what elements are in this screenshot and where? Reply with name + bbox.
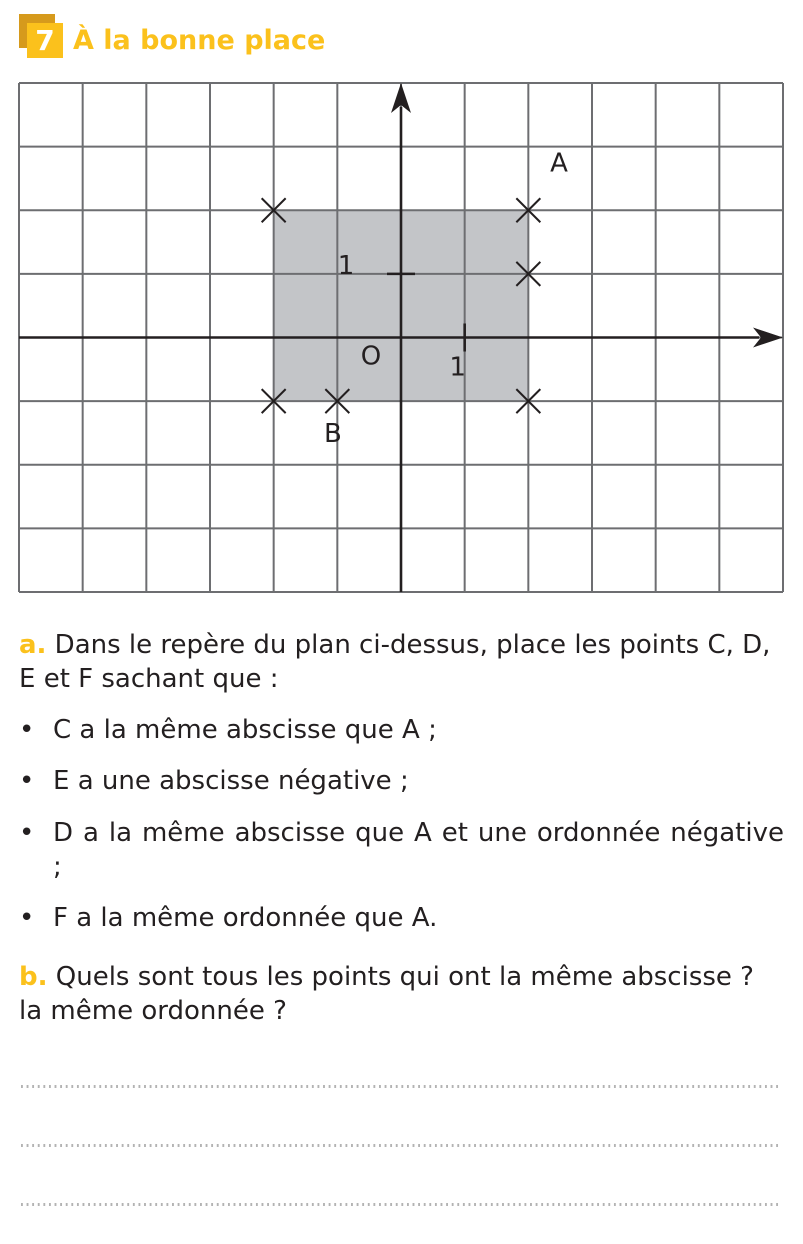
bullet-icon: • (19, 766, 35, 796)
answer-line[interactable] (21, 1203, 781, 1206)
condition-item (19, 713, 784, 747)
question-b-text: Quels sont tous les points qui ont la même abscisse ? la même ordonnée ? (19, 962, 754, 1026)
condition-text: E a une abscisse négative ; (53, 766, 409, 796)
condition-item (19, 816, 784, 884)
answer-line[interactable] (21, 1085, 781, 1088)
coordinate-grid-figure (0, 0, 803, 610)
condition-text: C a la même abscisse que A ; (53, 715, 437, 745)
y-unit-label: 1 (337, 250, 355, 281)
x-unit-label: 1 (449, 352, 466, 383)
bullet-icon: • (19, 903, 35, 933)
question-b (19, 960, 784, 1028)
condition-item (19, 764, 784, 798)
bullet-icon: • (19, 715, 35, 745)
point-label-a: A (550, 148, 568, 179)
exercise-title: À la bonne place (73, 25, 326, 56)
question-a (19, 628, 784, 696)
question-a-label: a. (19, 630, 47, 660)
origin-label: O (360, 341, 382, 372)
point-label-b: B (324, 418, 342, 449)
condition-text: F a la même ordonnée que A. (53, 903, 438, 933)
question-a-text: Dans le repère du plan ci-dessus, place les points C, D, E et F sachant que : (19, 630, 771, 694)
question-b-label: b. (19, 962, 48, 992)
exercise-number-badge: 7 (27, 23, 63, 58)
condition-item (19, 901, 784, 935)
condition-text: D a la même abscisse que A et une ordonnée négative ; (53, 818, 784, 882)
answer-line[interactable] (21, 1144, 781, 1147)
bullet-icon: • (19, 818, 35, 848)
